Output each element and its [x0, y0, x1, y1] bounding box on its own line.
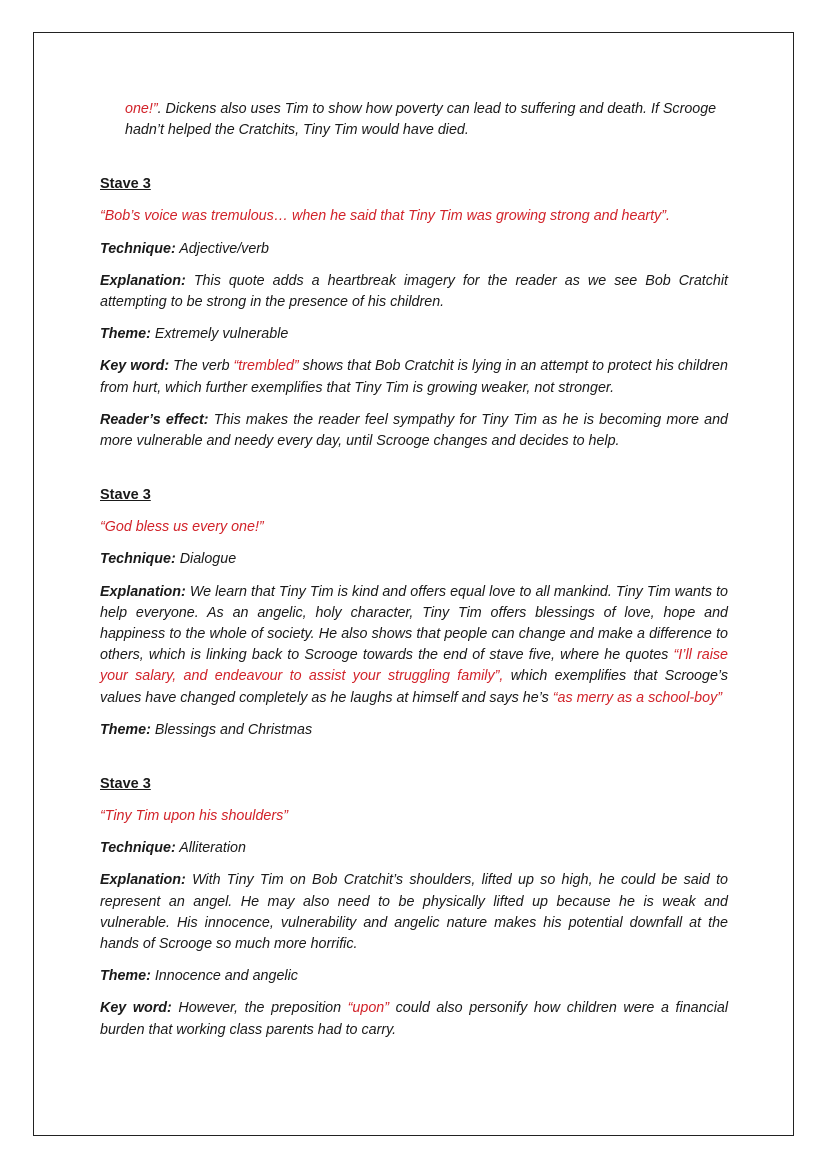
- theme-line: [100, 720, 728, 741]
- section-heading: Stave 3: [100, 487, 151, 504]
- theme-value: Innocence and angelic: [154, 968, 298, 985]
- technique-line: [100, 239, 728, 260]
- explanation-text: This quote adds a heartbreak imagery for the reader as we see Bob Cratchit attempting to be strong in the presence of his children.: [100, 272, 728, 311]
- technique-value: Adjective/verb: [179, 240, 269, 257]
- technique-value: Dialogue: [179, 551, 237, 568]
- section-quote: “Tiny Tim upon his shoulders”: [100, 808, 289, 825]
- quote-end: one!”: [125, 101, 158, 117]
- keyword-paragraph: [100, 356, 728, 398]
- explanation-label: Explanation:: [100, 872, 186, 889]
- keyword-text-pre: The verb: [173, 358, 230, 375]
- section-heading: Stave 3: [100, 776, 151, 793]
- readers-effect-label: Reader’s effect:: [100, 411, 209, 428]
- section-quote: “God bless us every one!”: [100, 519, 264, 536]
- theme-value: Blessings and Christmas: [154, 721, 313, 738]
- explanation-label: Explanation:: [100, 583, 186, 600]
- theme-label: Theme:: [100, 968, 151, 985]
- theme-label: Theme:: [100, 721, 151, 738]
- explanation-text-pre: We learn that Tiny Tim is kind and offers equal love to all mankind. Tiny Tim wants to help everyone. As an angelic, holy character, Tiny Tim offers blessings of love, hope and happiness to the whole of society. He also shows that people can change and make a difference to others, which is linking back to Scrooge towards the end of stave five, where he quotes: [100, 583, 728, 664]
- technique-label: Technique:: [100, 840, 176, 857]
- keyword-label: Key word:: [100, 358, 170, 375]
- analysis-section-2: [100, 485, 728, 741]
- technique-line: [100, 549, 728, 570]
- intro-text: . Dickens also uses Tim to show how poverty can lead to suffering and death. If Scrooge hadn’t helped the Cratchits, Tiny Tim would have died.: [125, 101, 717, 139]
- keyword-text-post: shows that Bob Cratchit is lying in an attempt to protect his children from hurt, which further exemplifies that Tiny Tim is growing weaker, not stronger.: [100, 358, 728, 396]
- explanation-paragraph: [100, 271, 728, 313]
- explanation-paragraph: [100, 870, 728, 955]
- section-quote: “Bob’s voice was tremulous… when he said that Tiny Tim was growing strong and hearty”.: [100, 208, 671, 225]
- theme-label: Theme:: [100, 326, 151, 343]
- document-body: [100, 99, 728, 1041]
- keyword-label: Key word:: [100, 1000, 172, 1017]
- explanation-quote-2: “as merry as a school-boy”: [552, 689, 722, 706]
- technique-value: Alliteration: [179, 840, 246, 857]
- analysis-section-1: [100, 174, 728, 452]
- technique-label: Technique:: [100, 240, 176, 257]
- keyword-paragraph: [100, 998, 728, 1040]
- analysis-section-3: [100, 774, 728, 1041]
- explanation-text: With Tiny Tim on Bob Cratchit’s shoulders, lifted up so high, he could be said to represent an angel. He may also need to be physically lifted up because he is weak and vulnerable. His innocence, vulnerability and angelic nature makes his potential downfall at the hands of Scrooge so much more horrific.: [100, 872, 728, 953]
- technique-line: [100, 838, 728, 859]
- keyword-text-pre: However, the preposition: [178, 1000, 342, 1017]
- keyword-text-post: could also personify how children were a financial burden that working class parents had to carry.: [100, 1000, 728, 1038]
- readers-effect-text: This makes the reader feel sympathy for Tiny Tim as he is becoming more and more vulnerable and needy every day, until Scrooge changes and decides to help.: [100, 411, 728, 450]
- technique-label: Technique:: [100, 551, 176, 568]
- explanation-label: Explanation:: [100, 272, 186, 289]
- explanation-quote-1: “I’ll raise your salary, and endeavour to assist your struggling family”,: [100, 647, 728, 685]
- intro-paragraph: [100, 99, 728, 141]
- theme-value: Extremely vulnerable: [154, 326, 289, 343]
- section-heading: Stave 3: [100, 176, 151, 193]
- readers-effect-paragraph: [100, 410, 728, 452]
- explanation-text-mid: which exemplifies that Scrooge’s values have changed completely as he laughs at himself and says he’s: [100, 668, 728, 706]
- explanation-paragraph: [100, 582, 728, 709]
- theme-line: [100, 324, 728, 345]
- theme-line: [100, 966, 728, 987]
- keyword-quote: “upon”: [347, 1000, 389, 1017]
- keyword-quote: “trembled”: [233, 358, 299, 375]
